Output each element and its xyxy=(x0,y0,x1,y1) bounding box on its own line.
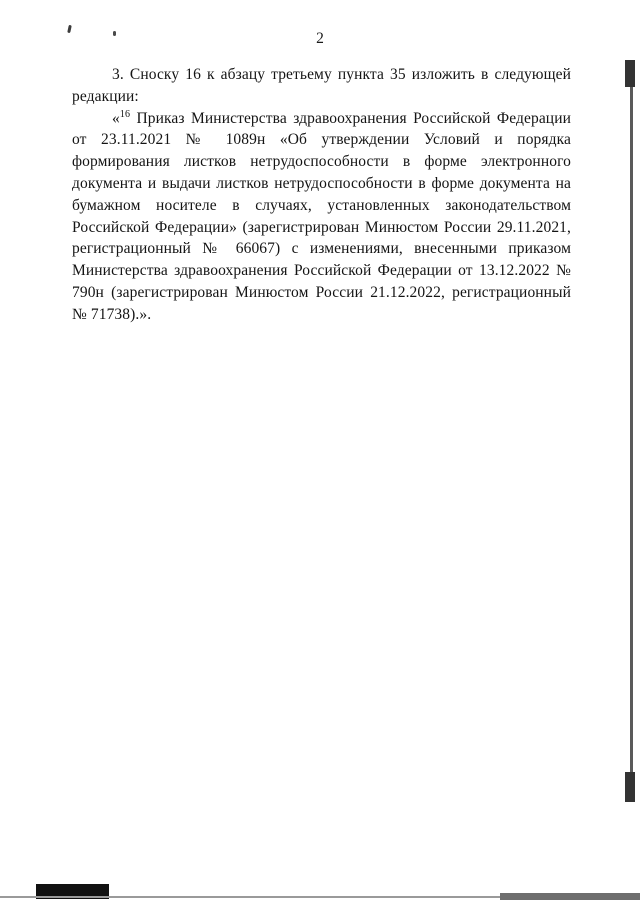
page-number: 2 xyxy=(316,30,324,47)
paragraph-amendment-intro xyxy=(72,64,571,108)
paragraph-amendment-intro-text: 3. Сноску 16 к абзацу третьему пункта 35 изложить в следующей редакции: xyxy=(72,66,571,105)
scan-artifact-right-edge-line xyxy=(630,60,633,800)
scan-artifact-right-edge-bottom-blob xyxy=(625,772,635,802)
scan-artifact-right-edge-top-blob xyxy=(625,60,635,87)
footnote-number-superscript: 16 xyxy=(119,108,131,120)
scan-artifact-bottom-right-smudge xyxy=(500,893,640,900)
opening-quote: « xyxy=(112,109,120,127)
paragraph-footnote-new-wording xyxy=(72,108,571,326)
document-text-block xyxy=(72,64,571,326)
scan-speck-top-left-2 xyxy=(113,31,116,36)
footnote-body-text: Приказ Министерства здравоохранения Российской Федерации от 23.11.2021 № 1089н «Об утверждении Условий и порядка формирования листков нетрудоспособности в форме электронного документа и выдачи листков нетрудоспособности в форме документа на бумажном носителе в случаях, установленных законодательством Российской Федерации» (зарегистрирован Минюстом России 29.11.2021, регистрационный № 66067) с изменениями, внесенными приказом Министерства здравоохранения Российской Федерации от 13.12.2022 № 790н (зарегистрирован Минюстом России 21.12.2022, регистрационный № 71738).». xyxy=(72,109,571,323)
